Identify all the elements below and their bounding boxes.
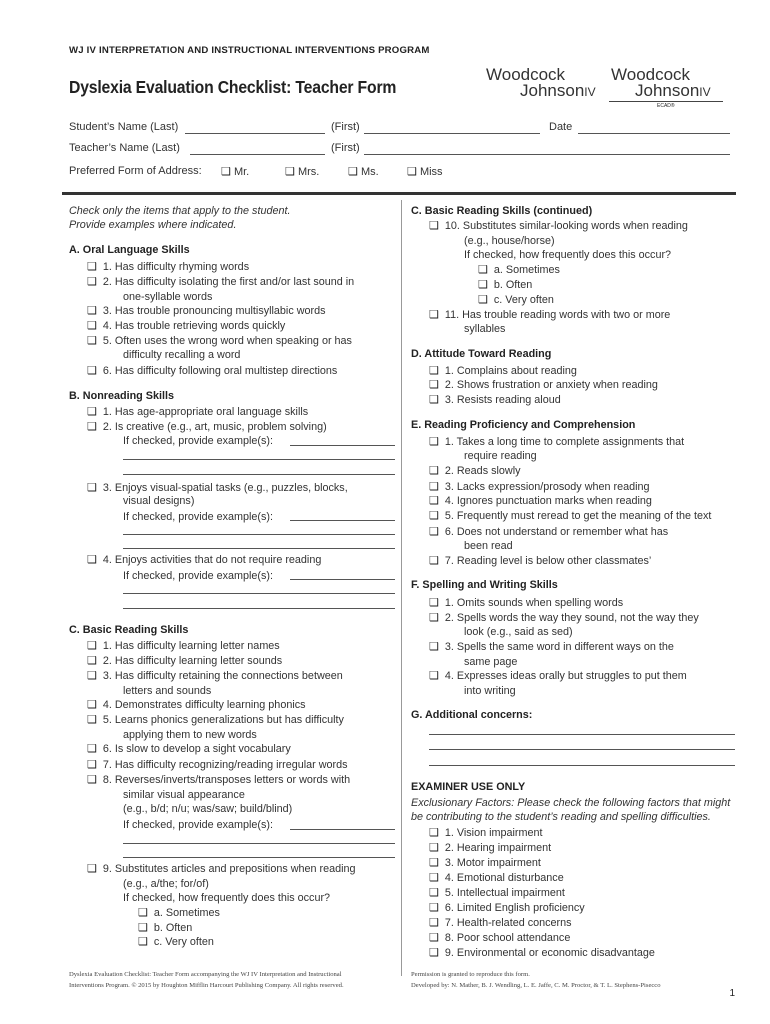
section-heading [411,418,635,432]
item-text [123,877,209,891]
item-text [464,539,513,553]
line-text: EXAMINER USE ONLY [411,781,526,793]
checklist-item[interactable] [87,364,337,378]
line-text: 4. Expresses ideas orally but struggles to put them [444,670,687,682]
checkbox-icon: ❑ [429,394,439,406]
line-text: 3. Lacks expression/prosody when reading [444,481,650,493]
item-text [464,655,517,669]
line-text: 2. Hearing impairment [444,842,552,854]
line-text: 3. Enjoys visual-spatial tasks (e.g., puzzles, blocks, [102,482,348,494]
checklist-item[interactable] [429,596,623,610]
section-heading [411,347,551,361]
checklist-item[interactable] [429,856,541,870]
example-line[interactable] [123,548,395,549]
checkbox-icon: ❑ [429,555,439,567]
logo-underline [609,101,723,102]
line-text: If checked, how frequently does this occur? [123,892,331,904]
checklist-item[interactable] [478,293,554,307]
line-text: 4. Demonstrates difficulty learning phonics [102,699,306,711]
line-text: Provide examples where indicated. [69,219,237,231]
line-text: 1. Omits sounds when spelling words [444,597,624,609]
line-text: a. Sometimes [153,907,220,919]
checkbox-icon: ❑ [87,276,97,288]
teacher-last-label: Teacher’s Name (Last) [69,142,180,154]
line-text: 5. Intellectual impairment [444,887,565,899]
checkbox-icon: ❑ [87,714,97,726]
item-text [123,818,273,832]
checklist-item[interactable] [429,886,565,900]
logo2-word-2: Johnson [635,81,700,101]
checklist-item[interactable] [87,334,352,348]
teacher-last-field[interactable] [190,154,325,155]
item-text [123,802,292,816]
line-text: 2. Spells words the way they sound, not the way they [444,612,699,624]
item-text [464,234,555,248]
checkbox-icon: ❑ [87,421,97,433]
concerns-line[interactable] [429,765,735,766]
section-heading [411,204,592,218]
section-heading [69,623,188,637]
line-text: letters and sounds [123,685,212,697]
student-first-label: (First) [331,121,360,133]
line-text: (e.g., a/the; for/of) [123,878,209,890]
checkbox-icon: ❑ [429,857,439,869]
checkbox-icon: ❑ [429,827,439,839]
checkbox-icon: ❑ [429,220,439,232]
checkbox-icon: ❑ [87,365,97,377]
checkbox-icon: ❑ [429,842,439,854]
line-text: 6. Has difficulty following oral multistep directions [102,365,338,377]
item-text [123,348,240,362]
line-text: If checked, provide example(s): [123,511,274,523]
checklist-item[interactable] [87,553,321,567]
line-text: 3. Resists reading aloud [444,394,561,406]
line-text: 2. Has difficulty learning letter sounds [102,655,283,667]
checkbox-icon: ❑ [285,166,295,178]
line-text: 4. Has trouble retrieving words quickly [102,320,286,332]
item-text [411,796,730,810]
checklist-item[interactable] [429,916,572,930]
line-text: If checked, provide example(s): [123,570,274,582]
line-text: 6. Does not understand or remember what has [444,526,669,538]
checkbox-icon: ❑ [221,166,231,178]
checkbox-icon: ❑ [429,917,439,929]
line-text: (e.g., house/horse) [464,235,555,247]
line-text: 2. Shows frustration or anxiety when reading [444,379,658,391]
line-text: 7. Health-related concerns [444,917,572,929]
line-text: 2. Has difficulty isolating the first and/or last sound in [102,276,355,288]
student-first-field[interactable] [364,133,540,134]
checkbox-icon: ❑ [429,597,439,609]
checkbox-icon: ❑ [429,309,439,321]
line-text: C. Basic Reading Skills (continued) [411,205,593,217]
checklist-item[interactable] [429,669,687,683]
checklist-item[interactable] [429,611,699,625]
item-text [123,788,245,802]
line-text: D. Attitude Toward Reading [411,348,552,360]
concerns-line[interactable] [429,749,735,750]
checkbox-icon: ❑ [87,774,97,786]
checklist-item[interactable] [429,435,684,449]
item-text [464,625,573,639]
checkbox-icon: ❑ [429,612,439,624]
line-text: 4. Ignores punctuation marks when reading [444,495,652,507]
line-text: (e.g., b/d; n/u; was/saw; build/blind) [123,803,293,815]
checklist-item[interactable] [429,826,543,840]
checklist-item[interactable] [429,393,561,407]
item-text [464,684,516,698]
checklist-item[interactable] [429,364,577,378]
example-line[interactable] [290,520,395,521]
line-text: 5. Often uses the wrong word when speaking or has [102,335,352,347]
checklist-item[interactable] [429,219,688,233]
ecad-mark: ECAD® [657,103,675,109]
checkbox-icon: ❑ [348,166,358,178]
checklist-item[interactable] [478,263,560,277]
line-text: 11. Has trouble reading words with two or more [444,309,671,321]
item-text [123,510,273,524]
checkbox-icon: ❑ [429,641,439,653]
line-text: similar visual appearance [123,789,245,801]
example-line[interactable] [290,445,395,446]
address-label: Preferred Form of Address: [69,165,202,177]
checkbox-icon: ❑ [138,922,148,934]
line-text: 1. Has age-appropriate oral language skills [102,406,309,418]
item-text [123,494,194,508]
example-line[interactable] [123,608,395,609]
checkbox-icon: ❑ [87,305,97,317]
line-text: 10. Substitutes similar-looking words when reading [444,220,688,232]
checkbox-icon: ❑ [429,947,439,959]
logo2-word-1: Woodcock [611,65,691,84]
line-text: 6. Limited English proficiency [444,902,585,914]
checkbox-icon: ❑ [87,670,97,682]
wj-iv-logo [486,67,596,99]
checkbox-icon: ❑ [429,481,439,493]
footer-right-1: Permission is granted to reproduce this form. [411,971,530,978]
line-text: 3. Spells the same word in different ways on the [444,641,674,653]
date-label: Date [549,121,573,133]
header-divider [62,192,736,195]
checkbox-icon: ❑ [87,261,97,273]
checklist-item[interactable] [87,713,344,727]
checklist-item[interactable] [138,921,192,935]
line-text: same page [464,656,518,668]
logo-word-1: Woodcock [486,65,566,84]
checklist-item[interactable] [87,742,291,756]
checklist-item[interactable] [429,480,650,494]
checklist-item[interactable] [478,278,532,292]
wj-iv-ecad-logo [611,67,711,99]
line-text: b. Often [493,279,533,291]
logo-word-2: Johnson [520,81,585,101]
checklist-item[interactable] [87,698,306,712]
line-text: F. Spelling and Writing Skills [411,579,558,591]
checkbox-icon: ❑ [87,482,97,494]
line-text: 6. Is slow to develop a sight vocabulary [102,743,291,755]
checkbox-icon: ❑ [429,465,439,477]
line-text: Exclusionary Factors: Please check the following factors that might [411,797,731,809]
item-text [123,891,330,905]
checkbox-icon: ❑ [429,495,439,507]
line-text: 3. Has difficulty retaining the connections between [102,670,343,682]
line-text: If checked, provide example(s): [123,819,274,831]
item-text [123,728,257,742]
checkbox-icon: ❑ [138,936,148,948]
checkbox-icon: ❑ [478,279,488,291]
checklist-item[interactable] [429,640,674,654]
line-text: c. Very often [493,294,554,306]
line-text: difficulty recalling a word [123,349,241,361]
checklist-item[interactable] [87,275,354,289]
checklist-item[interactable] [429,871,564,885]
checkbox-icon: ❑ [87,406,97,418]
line-text: If checked, how frequently does this occur? [464,249,672,261]
address-option-miss[interactable]: ❑ Miss [407,166,443,178]
column-divider [401,200,402,976]
checkbox-icon: ❑ [87,335,97,347]
item-text [464,449,537,463]
line-text: 9. Substitutes articles and prepositions when reading [102,863,356,875]
checkbox-icon: ❑ [87,554,97,566]
item-text [411,810,711,824]
checkbox-icon: ❑ [429,526,439,538]
line-text: 1. Vision impairment [444,827,543,839]
checkbox-icon: ❑ [429,872,439,884]
line-text: 2. Is creative (e.g., art, music, problem solving) [102,421,327,433]
line-text: 4. Emotional disturbance [444,872,564,884]
checklist-item[interactable] [87,773,350,787]
item-text [123,290,212,304]
checkbox-icon: ❑ [429,436,439,448]
checkbox-icon: ❑ [87,863,97,875]
line-text: 3. Motor impairment [444,857,541,869]
line-text: a. Sometimes [493,264,560,276]
line-text: B. Nonreading Skills [69,390,174,402]
example-line[interactable] [123,459,395,460]
example-line[interactable] [123,843,395,844]
footer-left-2: Interventions Program. © 2015 by Houghton Mifflin Harcourt Publishing Company. All rights reserved. [69,982,344,989]
section-heading [69,389,174,403]
line-text: visual designs) [123,495,195,507]
checklist-item[interactable] [429,931,570,945]
item-text [69,204,290,218]
checkbox-icon: ❑ [87,759,97,771]
line-text: 5. Frequently must reread to get the meaning of the text [444,510,712,522]
student-last-label: Student’s Name (Last) [69,121,179,133]
line-text: 8. Poor school attendance [444,932,571,944]
line-text: one-syllable words [123,291,213,303]
line-text: C. Basic Reading Skills [69,624,189,636]
checklist-item[interactable] [87,654,282,668]
checklist-item[interactable] [138,935,214,949]
item-text [123,434,273,448]
line-text: require reading [464,450,537,462]
student-last-field[interactable] [185,133,325,134]
checkbox-icon: ❑ [478,264,488,276]
footer-right-2: Developed by: N. Mather, B. J. Wendling, L. E. Jaffe, C. M. Proctor, & T. L. Stephens-Pisecco [411,982,661,989]
line-text: b. Often [153,922,193,934]
checklist-item[interactable] [429,464,521,478]
line-text: 1. Complains about reading [444,365,577,377]
checklist-item[interactable] [87,260,249,274]
footer-left-1: Dyslexia Evaluation Checklist: Teacher Form accompanying the WJ IV Interpretation and Instructional [69,971,342,978]
section-heading [411,780,525,794]
checkbox-icon: ❑ [138,907,148,919]
address-option-mr[interactable]: ❑ Mr. [221,166,250,178]
page-number: 1 [729,988,735,999]
line-text: 1. Has difficulty learning letter names [102,640,280,652]
checkbox-icon: ❑ [429,365,439,377]
checklist-item[interactable] [87,319,285,333]
checklist-item[interactable] [429,901,585,915]
checkbox-icon: ❑ [429,887,439,899]
line-text: been read [464,540,513,552]
logo2-roman: IV [699,85,711,100]
example-line[interactable] [123,474,395,475]
checklist-item[interactable] [429,509,711,523]
checkbox-icon: ❑ [87,640,97,652]
line-text: c. Very often [153,936,214,948]
checklist-item[interactable] [429,841,551,855]
line-text: into writing [464,685,516,697]
line-text: 9. Environmental or economic disadvantage [444,947,655,959]
line-text: A. Oral Language Skills [69,244,190,256]
line-text: G. Additional concerns: [411,709,533,721]
checklist-item[interactable] [87,669,343,683]
checkbox-icon: ❑ [429,510,439,522]
checkbox-icon: ❑ [407,166,417,178]
line-text: 2. Reads slowly [444,465,521,477]
example-line[interactable] [123,593,395,594]
address-option-ms[interactable]: ❑ Ms. [348,166,379,178]
line-text: 1. Has difficulty rhyming words [102,261,250,273]
checklist-item[interactable] [87,420,327,434]
item-text [464,248,671,262]
checklist-item[interactable] [87,481,348,495]
section-heading [69,243,190,257]
checkbox-icon: ❑ [429,902,439,914]
line-text: syllables [464,323,506,335]
item-text [123,684,211,698]
logo-roman: IV [584,85,596,100]
checkbox-icon: ❑ [87,320,97,332]
checklist-item[interactable] [429,308,670,322]
concerns-line[interactable] [429,734,735,735]
checkbox-icon: ❑ [429,670,439,682]
checkbox-icon: ❑ [87,699,97,711]
line-text: be contributing to the student’s reading and spelling difficulties. [411,811,711,823]
page-title: Dyslexia Evaluation Checklist: Teacher Form [69,77,397,97]
line-text: 7. Has difficulty recognizing/reading irregular words [102,759,348,771]
line-text: 7. Reading level is below other classmates’ [444,555,652,567]
checklist-item[interactable] [87,304,326,318]
example-line[interactable] [123,534,395,535]
example-line[interactable] [290,829,395,830]
example-line[interactable] [290,579,395,580]
address-option-mrs[interactable]: ❑ Mrs. [285,166,320,178]
checkbox-icon: ❑ [429,932,439,944]
checklist-item[interactable] [429,525,668,539]
line-text: 5. Learns phonics generalizations but has difficulty [102,714,344,726]
checklist-item[interactable] [429,378,658,392]
checklist-item[interactable] [87,862,356,876]
date-field[interactable] [578,133,730,134]
teacher-first-field[interactable] [364,154,730,155]
item-text [123,569,273,583]
checkbox-icon: ❑ [87,655,97,667]
line-text: 3. Has trouble pronouncing multisyllabic words [102,305,326,317]
item-text [69,218,236,232]
checklist-item[interactable] [87,405,308,419]
checklist-item[interactable] [87,639,280,653]
line-text: 4. Enjoys activities that do not require reading [102,554,322,566]
checkbox-icon: ❑ [429,379,439,391]
line-text: Check only the items that apply to the student. [69,205,291,217]
checklist-item[interactable] [429,554,651,568]
checklist-item[interactable] [429,494,652,508]
checklist-item[interactable] [138,906,220,920]
line-text: If checked, provide example(s): [123,435,274,447]
teacher-first-label: (First) [331,142,360,154]
checklist-item[interactable] [429,946,655,960]
checkbox-icon: ❑ [478,294,488,306]
checklist-item[interactable] [87,758,348,772]
section-heading [411,708,532,722]
item-text [464,322,505,336]
line-text: applying them to new words [123,729,257,741]
example-line[interactable] [123,857,395,858]
line-text: look (e.g., said as sed) [464,626,573,638]
line-text: E. Reading Proficiency and Comprehension [411,419,636,431]
checkbox-icon: ❑ [87,743,97,755]
program-label: WJ IV INTERPRETATION AND INSTRUCTIONAL INTERVENTIONS PROGRAM [69,45,430,56]
line-text: 8. Reverses/inverts/transposes letters or words with [102,774,351,786]
line-text: 1. Takes a long time to complete assignments that [444,436,685,448]
section-heading [411,578,558,592]
